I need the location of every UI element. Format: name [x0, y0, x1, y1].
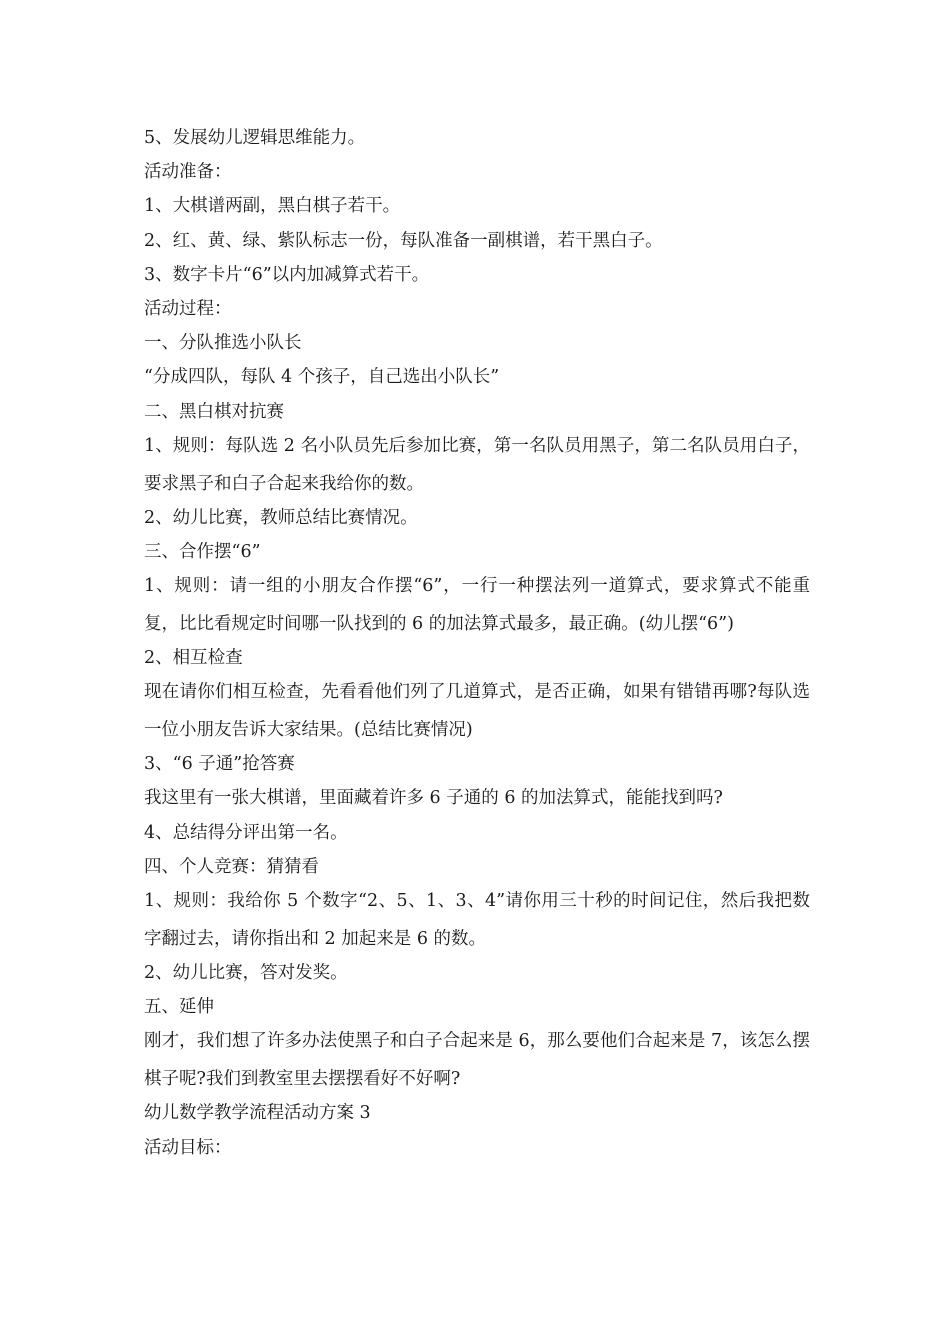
process-step-1-quote: “分成四队，每队 4 个孩子，自己选出小队长” — [144, 367, 500, 388]
plan-3-title: 幼儿数学教学流程活动方案 3 — [144, 1103, 371, 1124]
process-step-2-item-2: 2、幼儿比赛，教师总结比赛情况。 — [144, 507, 418, 528]
process-step-3-item-4: 4、总结得分评出第一名。 — [144, 822, 348, 843]
process-step-3-chessboard-text: 我这里有一张大棋谱，里面藏着许多 6 子通的 6 的加法算式，能能找到吗? — [144, 788, 723, 809]
section-heading-preparation: 活动准备： — [144, 162, 232, 183]
process-step-4-heading: 四、个人竞赛：猜猜看 — [144, 856, 319, 877]
process-step-3-check-text: 现在请你们相互检查，先看看他们列了几道算式，是否正确，如果有错错再哪?每队选一位小朋友告诉大家结果。(总结比赛情况) — [144, 682, 810, 741]
preparation-item-3: 3、数字卡片“6”以内加减算式若干。 — [144, 264, 430, 285]
process-step-4-rule: 1、规则：我给你 5 个数字“2、5、1、3、4”请你用三十秒的时间记住，然后我把数字翻过去，请你指出和 2 加起来是 6 的数。 — [144, 891, 810, 949]
process-step-2-heading: 二、黑白棋对抗赛 — [144, 401, 284, 422]
section-heading-goals: 活动目标： — [144, 1137, 232, 1158]
process-step-5-text: 刚才，我们想了许多办法使黑子和白子合起来是 6，那么要他们合起来是 7，该怎么摆棋子呢?我们到教室里去摆摆看好不好啊? — [144, 1031, 810, 1090]
document-body — [144, 121, 810, 1165]
preparation-item-2: 2、红、黄、绿、紫队标志一份，每队准备一副棋谱，若干黑白子。 — [144, 230, 663, 251]
process-step-4-item-2: 2、幼儿比赛，答对发奖。 — [144, 963, 348, 983]
process-step-1-heading: 一、分队推选小队长 — [144, 333, 302, 354]
process-step-3-rule: 1、规则：请一组的小朋友合作摆“6”，一行一种摆法列一道算式，要求算式不能重复，比比看规定时间哪一队找到的 6 的加法算式最多，最正确。(幼儿摆“6”) — [144, 576, 810, 635]
goal-item-5: 5、发展幼儿逻辑思维能力。 — [144, 128, 366, 148]
preparation-item-1: 1、大棋谱两副，黑白棋子若干。 — [144, 196, 401, 217]
process-step-2-rule: 1、规则：每队选 2 名小队员先后参加比赛，第一名队员用黑子，第二名队员用白子，要求黑子和白子合起来我给你的数。 — [144, 435, 810, 494]
process-step-3-item-2: 2、相互检查 — [144, 648, 243, 669]
process-step-3-heading: 三、合作摆“6” — [144, 541, 261, 562]
process-step-3-item-3: 3、“6 子通”抢答赛 — [144, 754, 295, 775]
section-heading-process: 活动过程： — [144, 298, 232, 319]
process-step-5-heading: 五、延伸 — [144, 997, 214, 1018]
